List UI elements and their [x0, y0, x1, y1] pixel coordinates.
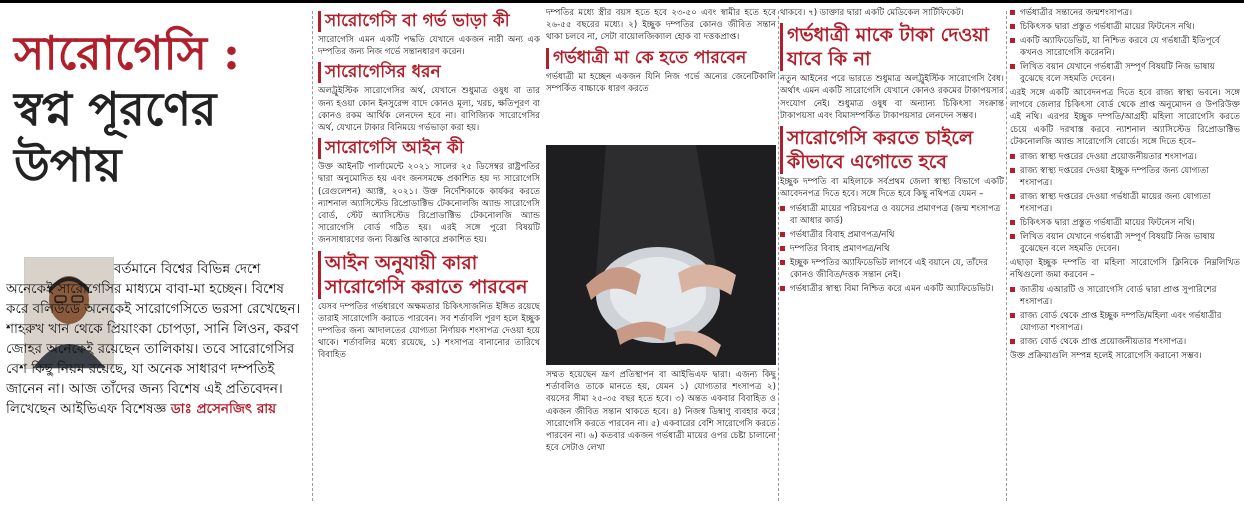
title-column [6, 7, 306, 505]
paragraph-col5-end: উক্ত প্রক্রিয়াগুলি সম্পন্ন হলেই সারোগেসি করানো সম্ভব। [1010, 351, 1202, 362]
list-item: রাজ্য স্বাস্থ্য দপ্তরের দেওয়া গর্ভধাত্রী মায়ের জন্য যোগ্যতা শংসাপত্র। [1010, 191, 1240, 215]
list-item: দম্পতির বিবাহ প্রমাণপত্র/নথি [780, 243, 1004, 255]
heading-who-can: আইন অনুযায়ী কারা সারোগেসি করাতে পারবেন [318, 251, 540, 299]
list-item: চিকিৎসক দ্বারা প্রস্তুত গর্ভধাত্রী মায়ের ফিটনেস নথি। [1010, 21, 1240, 33]
column-5 [1010, 7, 1240, 505]
list-item: চিকিৎসক দ্বারা প্রস্তুত গর্ভধাত্রী মায়ের ফিটনেস নথি। [1010, 217, 1240, 229]
heading-types: সারোগেসির ধরন [318, 62, 540, 83]
list-item: গর্ভধাত্রী মায়ের পরিচয়পত্র ও বয়সের প্রমাণপত্র (জন্ম শংসাপত্র বা আধার কার্ড) [780, 203, 1004, 227]
headline-line-1: সারোগেসি : [14, 26, 241, 80]
paragraph-col4-top: থাকবে। ৭) ডাক্তার দ্বারা একটি মেডিকেল সার্টিফিকেট। [780, 8, 964, 18]
heading-who-can-be-mother: গর্ভধাত্রী মা কে হতে পারবেন [546, 48, 776, 69]
list-item: জাতীয় এআরটি ও সারোগেসি বোর্ড দ্বারা প্রাপ্ত সুপারিশের শংসাপত্র। [1010, 284, 1240, 308]
list-item: লিখিত বয়ান যেখানে গর্ভধাত্রী সম্পূর্ণ বিষয়টি নিজ ভাষায় বুঝেছে বলে সহমতি দেবেন। [1010, 61, 1240, 85]
paragraph-col5-mid2: এছাড়া ইচ্ছুক দম্পতি বা মহিলা সারোগেসি ক্লিনিকে নিম্নলিখিত নথিগুলো জমা করবেন – [1010, 258, 1240, 281]
paragraph-types: অলট্রুইস্টিক সারোগেসির অর্থ, যেখানে শুধুমাত্র ওষুধ বা তার জন্য হওয়া কোন ইনসুরেন্স বাদে কোনও মূল্য, খরচ, ক্ষতিপূরণ বা কোনও রকম আর্থিক লেনদেন হবে না। বাণিজ্যিক সারোগেসির অর্থ, যেখানে টাকার বিনিময়ে গর্ভভাড়া করা হয়। [318, 86, 540, 134]
pregnancy-photo [546, 145, 776, 365]
list-item: লিখিত বয়ান যেখানে গর্ভধাত্রী সম্পূর্ণ বিষয়টি নিজ ভাষায় বুঝেছেন বলে সহমতি দেবেন। [1010, 231, 1240, 255]
heading-payment: গর্ভধাত্রী মাকে টাকা দেওয়া যাবে কি না [780, 23, 1004, 71]
headline [14, 25, 306, 193]
documents-list-2 [1010, 7, 1240, 85]
paragraph-law: উক্ত আইনটি পার্লামেন্টে ২০২১ সালের ২৫ ডিসেম্বর রাষ্ট্রপতির দ্বারা অনুমোদিত হয় এবং জনসমক্ষে প্রকাশিত হয় দ্য সারোগেসি (রেগুলেশন) অ্যাক্ট, ২০২১। উক্ত নির্দেশিকাকে কার্যকর করতে ন্যাশনাল অ্যাসিস্টেড রিপ্রোডাক্টিভ টেকনোলজি অ্যান্ড সারোগেসি বোর্ড, স্টেট অ্যাসিস্টেড রিপ্রোডাক্টিভ টেকনোলজি অ্যান্ড সারোগেসি বোর্ড গঠিত হয়। এরই সঙ্গে পুরো বিষয়টি জনসাধারণের জন্য বিজ্ঞপ্তি আকারে প্রকাশিত হয়। [318, 162, 540, 246]
list-item: গর্ভধাত্রীর স্বাস্থ্য বিমা নিশ্চিত করে এমন একটি অ্যাফিডেভিট। [780, 283, 1004, 295]
divider [778, 11, 779, 501]
heading-how-to-proceed: সারোগেসি করতে চাইলে কীভাবে এগোতে হবে [780, 126, 1004, 174]
paragraph-col3-bottom: সম্মত হয়েছেন ভ্রূণ প্রতিস্থাপন বা আইভিএফ দ্বারা। এজন্য কিছু শর্তাবলিও তাকে মানতে হয়, যেমন ১) যোগ্যতার শংসাপত্র ২) বয়সের সীমা ২৫-৩৫ বছর হতে হবে। ৩) অন্তত একবার বিবাহিত ও একজন জীবিত সন্তান থাকতে হবে। ৪) নিজস্ব ডিম্বাণু ব্যবহার করে সারোগেসি করতে পারবেন না। ৫) একবারের বেশি সারোগেসি করতে পারবেন না। ৬) কতবার একজন গর্ভধাত্রী মায়ের ওপর চেষ্টা চালানো হবে সেটাও লেখা [546, 370, 776, 454]
list-item: ইচ্ছুক দম্পতির অ্যাফিডেভিট লাগবে এই বয়ানে যে, তাঁদের কোনও জীবিত/দত্তক সন্তান নেই। [780, 257, 1004, 281]
list-item: রাজ্য স্বাস্থ্য দপ্তরের দেওয়া প্রয়োজনীয়তার শংসাপত্র। [1010, 151, 1240, 163]
list-item: রাজ্য বোর্ড থেকে প্রাপ্ত ইচ্ছুক দম্পতি/মহিলা এবং গর্ভধাত্রীর যোগ্যতা শংসাপত্র। [1010, 310, 1240, 334]
column-3 [546, 7, 776, 505]
lead-paragraph [6, 259, 306, 419]
board-documents-list [1010, 151, 1240, 255]
lead-text: বর্তমানে বিশ্বের বিভিন্ন দেশে অনেকেই সারোগেসির মাধ্যমে বাবা-মা হচ্ছেন। বিশেষ করে বলিউডে অনেকেই সারোগেসিতে ভরসা রেখেছেন। শাহরুখ খান থেকে প্রিয়াংকা চোপড়া, সানি লিওন, করণ জোহর অনেকেই রয়েছেন তালিকায়। তবে সারোগেসির বেশ কিছু নিয়ম রয়েছে, যা অনেক সাধারণ দম্পতিই জানেন না। আজ তাঁদের জন্য বিশেষ এই প্রতিবেদন। লিখেছেন আইভিএফ বিশেষজ্ঞ [6, 261, 301, 417]
paragraph-what-is: সারোগেসি এমন একটি পদ্ধতি যেখানে একজন নারী অন্য এক দম্পতির জন্য নিজ গর্ভে সন্তানধারণ করেন। [318, 35, 540, 58]
list-item: রাজ্য স্বাস্থ্য দপ্তরের দেওয়া ইচ্ছুক দম্পতির জন্য যোগ্যতা শংসাপত্র। [1010, 165, 1240, 189]
heading-what-is-surrogacy: সারোগেসি বা গর্ভ ভাড়া কী [318, 11, 540, 32]
paragraph-col3-top: দম্পতির মধ্যে স্ত্রীর বয়স হতে হবে ২৩-৫০ এবং স্বামীর হতে হবে ২৬-৫৫ বছরের মধ্যে। ২) ইচ্ছুক দম্পতির কোনও জীবিত সন্তান থাকা চলবে না, সেটা বায়োলজিক্যাল হোক বা দত্তকপ্রাপ্ত। [546, 8, 776, 43]
paragraph-how-to: ইচ্ছুক দম্পতি বা মহিলাকে সর্বপ্রথম জেলা স্বাস্থ্য বিভাগে একটি আবেদনপত্র দিতে হবে। সঙ্গে দিতে হবে কিছু নথিপত্র যেমন – [780, 177, 1004, 200]
list-item: গর্ভধাত্রীর সন্তানের জন্মশংসাপত্র। [1010, 7, 1240, 19]
clinic-documents-list [1010, 284, 1240, 348]
heading-law: সারোগেসি আইন কী [318, 138, 540, 159]
paragraph-who-can: যেসব দম্পতির গর্ভধারণে অক্ষমতার চিকিৎসাজনিত ইঙ্গিত রয়েছে তারাই সারোগেসি করাতে পারবেন। সব শর্তাবলি পূরণ হলে ইচ্ছুক দম্পতির জন্য আদালতের যোগ্যতা নির্ণায়ক শংসাপত্র দেওয়া হয়ে থাকে। শর্তাবলির মধ্যে রয়েছে, ১) শংসাপত্র বানানোর তারিখে বিবাহিত [318, 301, 540, 361]
headline-line-2: স্বপ্ন পূরণের [14, 82, 217, 136]
column-2 [318, 7, 540, 505]
paragraph-col5-mid: এরই সঙ্গে একটি আবেদনপত্র দিতে হবে রাজ্য স্বাস্থ্য ভবনে। সঙ্গে লাগবে জেলার চিকিৎসা বোর্ড থেকে প্রাপ্ত অনুমোদন ও উপরিউক্ত এই নথি। এরপর ইচ্ছুক দম্পতি/আগ্রহী মহিলা সারোগেসি করতে চেয়ে একটি দরখাস্ত করবে ন্যাশনাল অ্যাসিস্টেড রিপ্রোডাক্টিভ টেকনোলজি অ্যান্ড সারোগেসি বোর্ডে। সঙ্গে দিতে হবে– [1010, 88, 1240, 147]
list-item: রাজ্য বোর্ড থেকে প্রাপ্ত প্রয়োজনীয়তার শংসাপত্র। [1010, 336, 1240, 348]
column-4 [780, 7, 1004, 505]
byline: ডাঃ প্রসেনজিৎ রায় [170, 401, 277, 417]
paragraph-mother: গর্ভধাত্রী মা হচ্ছেন একজন যিনি নিজ গর্ভে অন্যের জেনেটিকালি সম্পর্কিত বাচ্চাকে ধারণ করতে [546, 71, 776, 94]
divider [1006, 11, 1007, 501]
documents-list [780, 203, 1004, 295]
divider [312, 11, 313, 501]
list-item: একটি অ্যাফিডেভিট, যা নিশ্চিত করবে যে গর্ভধাত্রী ইতিপূর্বে কখনও সারোগেসি করেননি। [1010, 35, 1240, 59]
headline-line-3: উপায় [14, 138, 122, 192]
paragraph-payment: নতুন আইনের পরে ভারতে শুধুমাত্র অলট্রুইস্টিক সারোগেসি বৈধ। অর্থাৎ এমন একটি সারোগেসি যেখানে কোনও রকমের টাকাপয়সার সংযোগ নেই। শুধুমাত্র ওষুধ বা অন্যান্য চিকিৎসা সংক্রান্ত টাকাপয়সা এবং বিমাসম্পর্কিত টাকাপয়সার লেনদেন সম্ভব। [780, 74, 1004, 121]
list-item: গর্ভধাত্রীর বিবাহ প্রমাণপত্র/নথি [780, 229, 1004, 241]
